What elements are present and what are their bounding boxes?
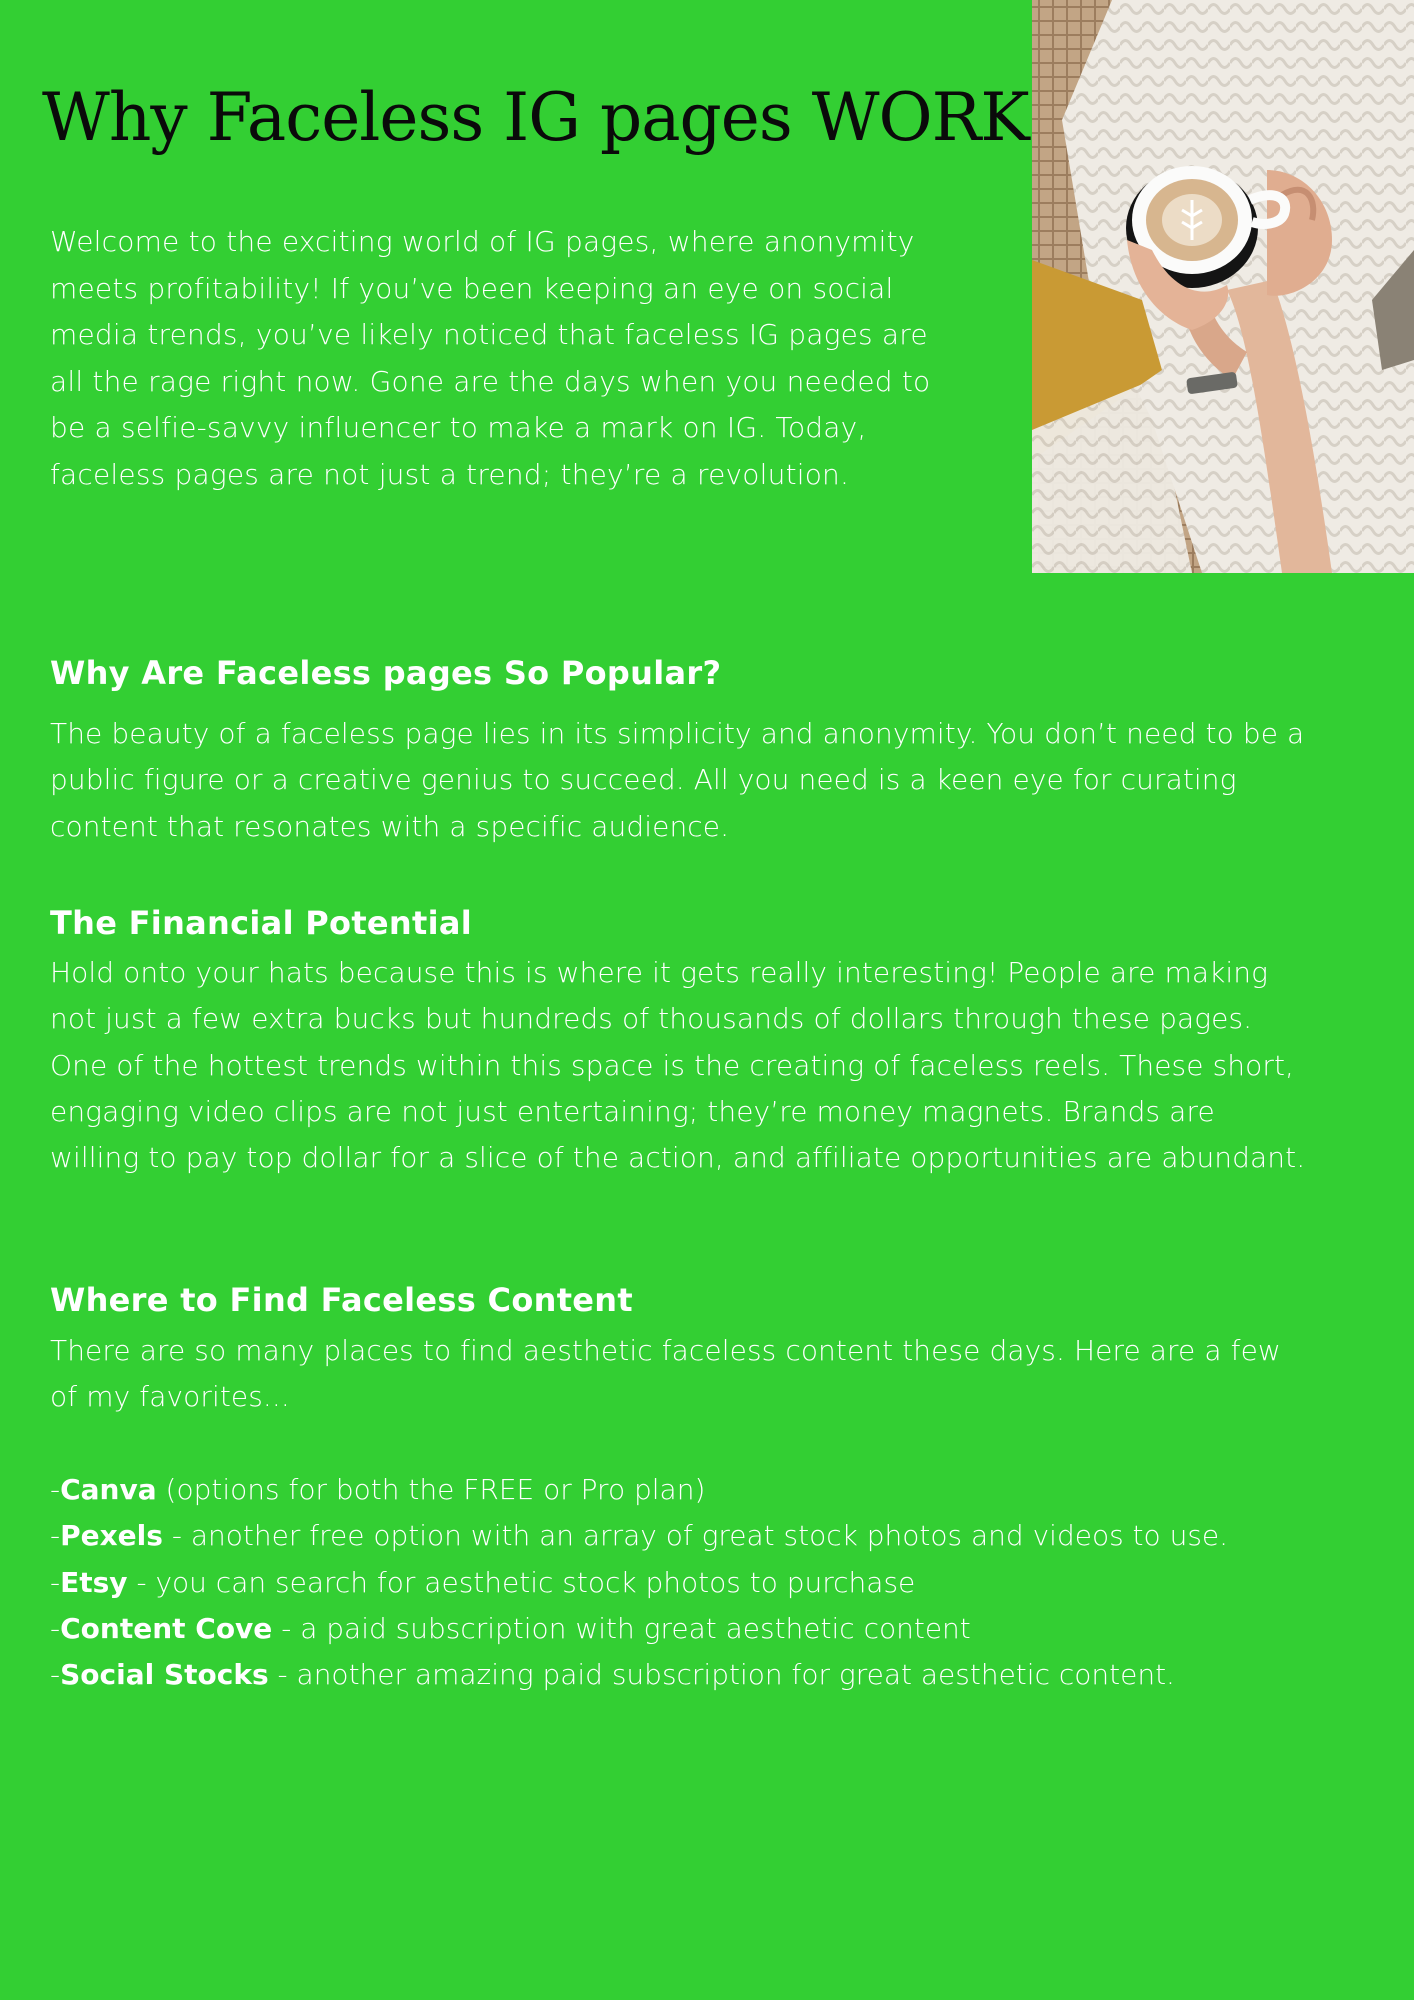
page-title: Why Faceless IG pages WORK <box>42 79 1029 156</box>
list-item <box>50 1606 1310 1652</box>
list-item-prefix: - <box>50 1473 61 1506</box>
source-description: - another free option with an array of great stock photos and videos to use. <box>162 1519 1229 1553</box>
list-item-prefix: - <box>50 1658 61 1692</box>
content-sources-list <box>50 1467 1310 1698</box>
source-description: - a paid subscription with great aesthetic content <box>272 1611 971 1645</box>
list-item-prefix: - <box>50 1519 61 1553</box>
list-item <box>50 1560 1310 1606</box>
source-name: Social Stocks <box>60 1658 269 1692</box>
source-description: (options for both the FREE or Pro plan) <box>156 1473 706 1506</box>
section-body-popular: The beauty of a faceless page lies in its simplicity and anonymity. You don’t need to be a public figure or a creative genius to succeed. All you need is a keen eye for curating content that resonates with a specific audience. <box>50 717 1305 843</box>
source-name: Etsy <box>60 1565 128 1599</box>
section-heading-popular: Why Are Faceless pages So Popular? <box>50 654 722 692</box>
source-name: Pexels <box>60 1519 163 1553</box>
section-heading-where: Where to Find Faceless Content <box>50 1281 633 1319</box>
list-item-prefix: - <box>50 1565 61 1599</box>
section-body-where: There are so many places to find aesthetic faceless content these days. Here are a few of my favorites... <box>50 1334 1281 1414</box>
list-item <box>50 1467 1310 1513</box>
intro-paragraph: Welcome to the exciting world of IG pages, where anonymity meets profitability! If you’ve been keeping an eye on social media trends, you’ve likely noticed that faceless IG pages are all the rage right now. Gone are the days when you needed to be a selfie-savvy influencer to make a mark on IG. Today, faceless pages are not just a trend; they’re a revolution. <box>50 225 931 491</box>
list-item <box>50 1652 1310 1698</box>
list-item <box>50 1513 1310 1559</box>
section-heading-financial: The Financial Potential <box>50 904 473 942</box>
section-body-financial: Hold onto your hats because this is where it gets really interesting! People are making not just a few extra bucks but hundreds of thousands of dollars through these pages. One of the hottest trends within this space is the creating of faceless reels. These short, engaging video clips are not just entertaining; they’re money magnets. Brands are willing to pay top dollar for a slice of the action, and affiliate opportunities are abundant. <box>50 956 1306 1175</box>
list-item-prefix: - <box>50 1611 61 1645</box>
source-description: - you can search for aesthetic stock photos to purchase <box>127 1565 916 1599</box>
source-description: - another amazing paid subscription for great aesthetic content. <box>268 1658 1175 1692</box>
coffee-photo <box>1032 0 1414 573</box>
source-name: Canva <box>60 1473 157 1506</box>
source-name: Content Cove <box>60 1611 273 1645</box>
